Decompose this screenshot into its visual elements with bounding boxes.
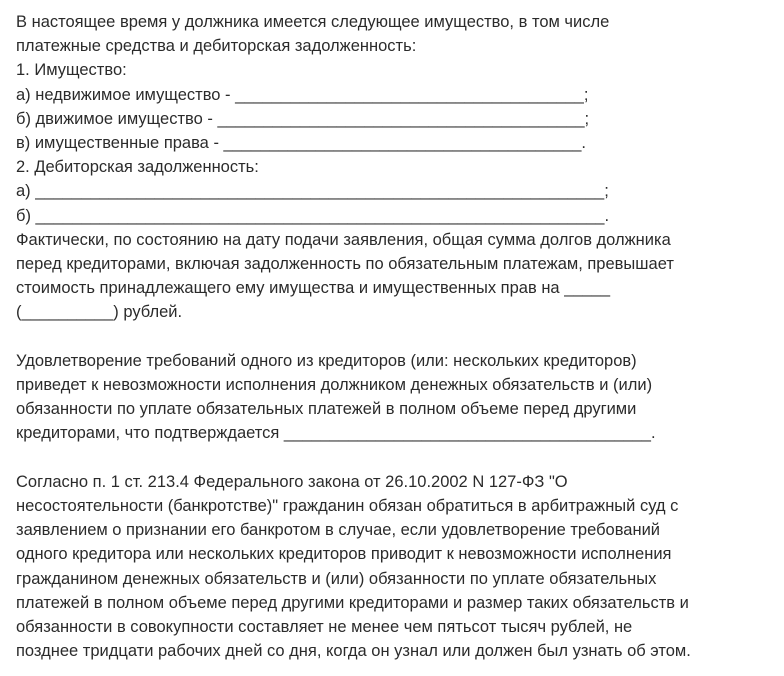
creditor-paragraph xyxy=(16,349,776,446)
paragraph-gap xyxy=(16,446,776,470)
property-intro-line-1: В настоящее время у должника имеется следующее имущество, в том числе xyxy=(16,13,610,31)
real-estate-line: а) недвижимое имущество - ______________________________________; xyxy=(16,85,589,104)
law-line-2: несостоятельности (банкротстве)" гражданин обязан обратиться в арбитражный суд с xyxy=(16,497,679,516)
property-heading: 1. Имущество: xyxy=(16,61,127,80)
debt-total-line-1: Фактически, по состоянию на дату подачи заявления, общая сумма долгов должника xyxy=(16,230,671,249)
receivable-a-line: а) ______________________________________________________________; xyxy=(16,182,609,201)
property-paragraph xyxy=(16,10,776,325)
creditor-line-2: приведет к невозможности исполнения должником денежных обязательств и (или) xyxy=(16,376,653,395)
creditor-line-4: кредиторами, что подтверждается ________________________________________. xyxy=(16,424,656,443)
law-line-6: платежей в полном объеме перед другими кредиторами и размер таких обязательств и xyxy=(16,593,689,612)
debt-total-line-3: стоимость принадлежащего ему имущества и имущественных прав на _____ xyxy=(16,279,611,298)
receivable-b-line: б) ______________________________________________________________. xyxy=(16,206,610,225)
law-line-4: одного кредитора или нескольких кредиторов приводит к невозможности исполнения xyxy=(16,545,672,564)
law-line-5: гражданином денежных обязательств и (или) обязанности по уплате обязательных xyxy=(16,569,657,588)
debt-total-line-4: (__________) рублей. xyxy=(16,303,183,322)
creditor-line-1: Удовлетворение требований одного из кредиторов (или: нескольких кредиторов) xyxy=(16,351,637,370)
law-line-8: позднее тридцати рабочих дней со дня, когда он узнал или должен был узнать об этом. xyxy=(16,642,691,661)
law-paragraph xyxy=(16,470,776,664)
property-intro-line-2: платежные средства и дебиторская задолженность: xyxy=(16,37,417,56)
debt-total-line-2: перед кредиторами, включая задолженность по обязательным платежам, превышает xyxy=(16,255,674,274)
law-line-3: заявлением о признании его банкротом в случае, если удовлетворение требований xyxy=(16,521,661,540)
creditor-line-3: обязанности по уплате обязательных платежей в полном объеме перед другими xyxy=(16,400,637,419)
law-line-7: обязанности в совокупности составляет не менее чем пятьсот тысяч рублей, не xyxy=(16,618,633,637)
movable-property-line: б) движимое имущество - ________________________________________; xyxy=(16,109,590,128)
receivables-heading: 2. Дебиторская задолженность: xyxy=(16,158,259,177)
law-line-1: Согласно п. 1 ст. 213.4 Федерального закона от 26.10.2002 N 127-ФЗ "О xyxy=(16,472,568,491)
document-body xyxy=(16,10,776,663)
paragraph-gap xyxy=(16,325,776,349)
property-rights-line: в) имущественные права - _______________________________________. xyxy=(16,134,586,153)
